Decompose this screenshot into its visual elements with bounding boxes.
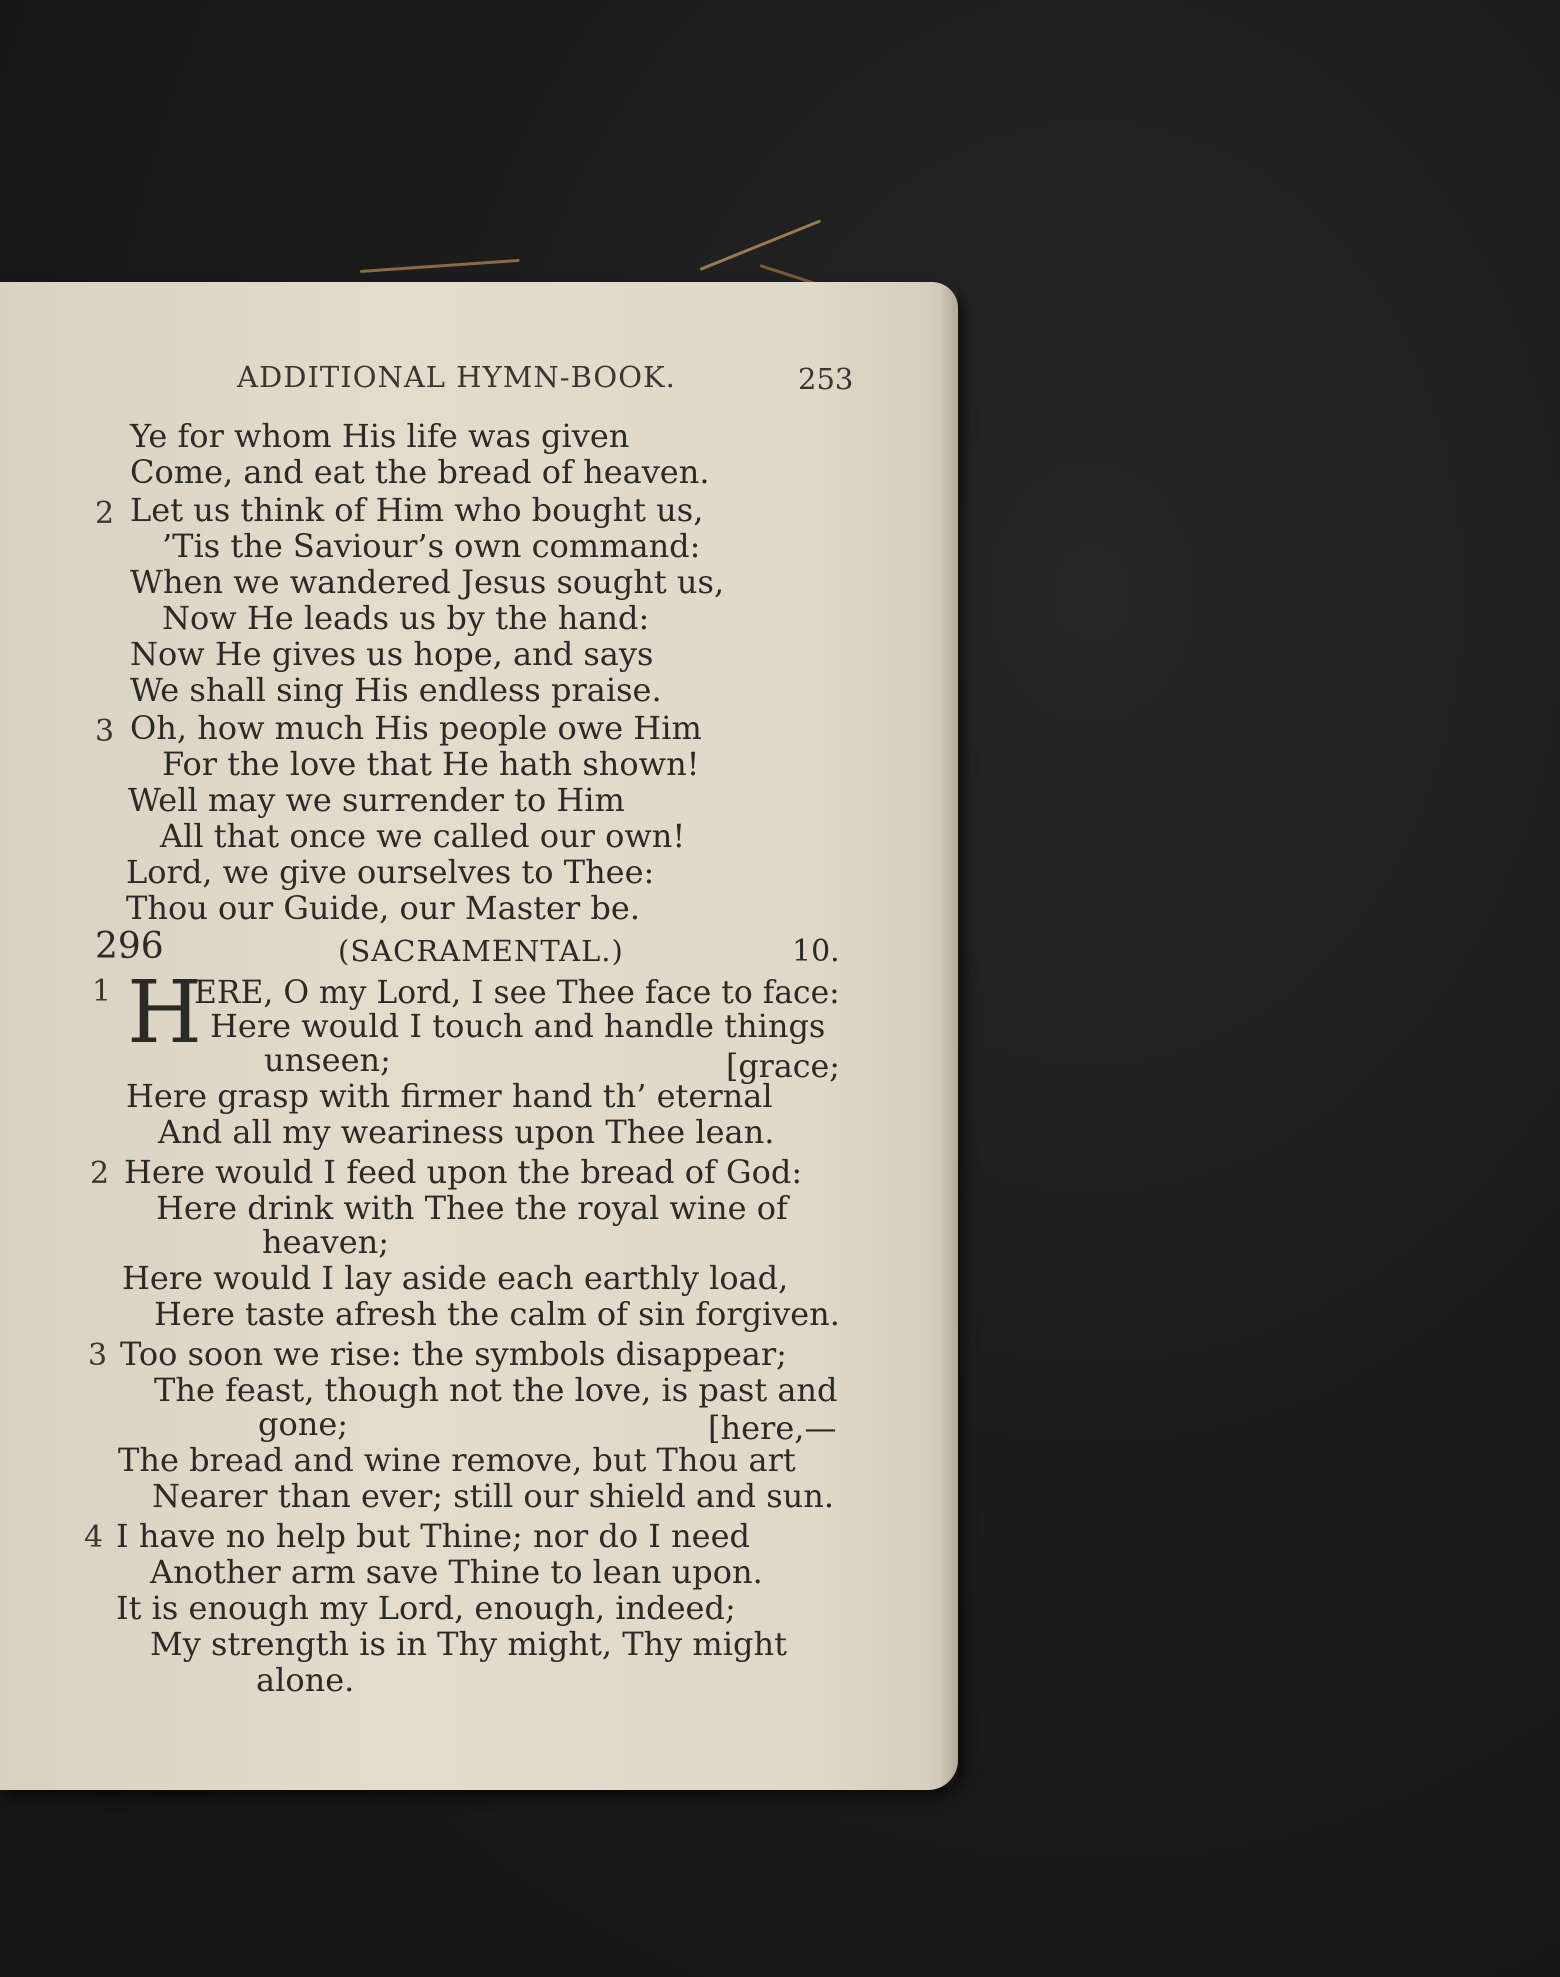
verse-number: 2: [95, 496, 115, 531]
verse-number: 3: [95, 714, 115, 749]
verse-line: alone.: [256, 1661, 355, 1699]
verse-line: Too soon we rise: the symbols disappear;: [120, 1335, 787, 1373]
verse-line: The feast, though not the love, is past and: [154, 1371, 838, 1409]
verse-line: [grace;: [726, 1047, 840, 1085]
verse-line: All that once we called our own!: [160, 817, 686, 855]
verse-number: 2: [90, 1156, 110, 1191]
hymn-meter: 10.: [792, 934, 840, 969]
drop-cap: H: [127, 963, 202, 1063]
verse-line: And all my weariness upon Thee lean.: [158, 1113, 775, 1151]
verse-line: The bread and wine remove, but Thou art: [118, 1441, 796, 1479]
verse-line: heaven;: [262, 1223, 390, 1261]
verse-line: Here drink with Thee the royal wine of: [156, 1189, 788, 1227]
verse-line: It is enough my Lord, enough, indeed;: [116, 1589, 736, 1627]
verse-line: Well may we surrender to Him: [128, 781, 625, 819]
verse-line: We shall sing His endless praise.: [130, 671, 662, 709]
verse-line: My strength is in Thy might, Thy might: [150, 1625, 787, 1663]
verse-line: [here,—: [708, 1409, 837, 1447]
verse-line: unseen;: [264, 1041, 391, 1079]
verse-line: Here taste afresh the calm of sin forgiven.: [154, 1295, 840, 1333]
page-number: 253: [798, 362, 854, 396]
verse-line: Here would I touch and handle things: [210, 1007, 826, 1045]
verse-line: Ye for whom His life was given: [130, 417, 630, 455]
verse-line: gone;: [258, 1405, 349, 1443]
verse-line: For the love that He hath shown!: [162, 745, 700, 783]
verse-line: Let us think of Him who bought us,: [130, 491, 704, 529]
verse-number: 1: [92, 974, 112, 1009]
verse-line: I have no help but Thine; nor do I need: [116, 1517, 751, 1555]
verse-number: 3: [88, 1338, 108, 1373]
verse-line: ’Tis the Saviour’s own command:: [162, 527, 701, 565]
verse-line: Another arm save Thine to lean upon.: [150, 1553, 763, 1591]
verse-line: ERE, O my Lord, I see Thee face to face:: [194, 973, 840, 1011]
verse-line: Now He leads us by the hand:: [162, 599, 650, 637]
verse-line: Here grasp with firmer hand th’ eternal: [126, 1077, 773, 1115]
verse-line: When we wandered Jesus sought us,: [130, 563, 725, 601]
hymn-number: 296: [95, 926, 164, 967]
verse-line: Nearer than ever; still our shield and sun.: [152, 1477, 834, 1515]
verse-line: Lord, we give ourselves to Thee:: [126, 853, 655, 891]
verse-line: Here would I feed upon the bread of God:: [124, 1153, 803, 1191]
verse-line: Thou our Guide, our Master be.: [126, 889, 640, 927]
verse-number: 4: [84, 1520, 104, 1555]
verse-line: Oh, how much His people owe Him: [130, 709, 702, 747]
verse-line: Come, and eat the bread of heaven.: [130, 453, 710, 491]
running-header: ADDITIONAL HYMN-BOOK.: [237, 360, 676, 394]
verse-line: Here would I lay aside each earthly load,: [122, 1259, 789, 1297]
hymn-heading: (SACRAMENTAL.): [338, 934, 624, 968]
verse-line: Now He gives us hope, and says: [130, 635, 654, 673]
